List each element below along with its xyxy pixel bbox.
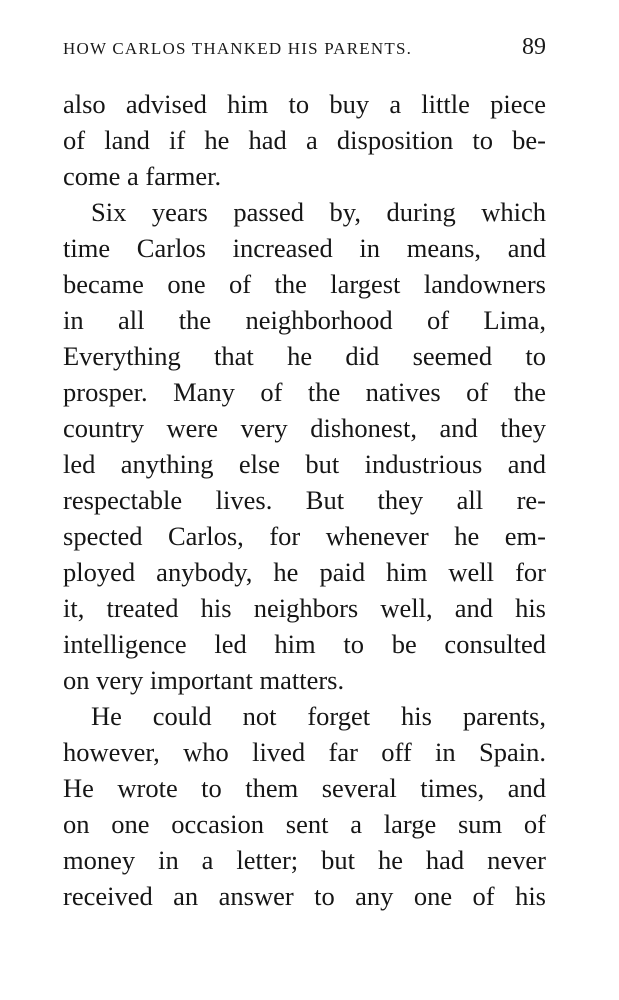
text-line: He wrote to them several times, and <box>63 773 546 803</box>
text-line: come a farmer. <box>63 161 222 191</box>
body-text <box>63 86 546 914</box>
text-line: on very important matters. <box>63 665 345 695</box>
text-line: intelligence led him to be consulted <box>63 629 546 659</box>
text-line: of land if he had a disposition to be- <box>63 125 546 155</box>
page-number: 89 <box>522 34 546 60</box>
running-title: HOW CARLOS THANKED HIS PARENTS. <box>63 39 413 58</box>
text-line: on one occasion sent a large sum of <box>63 809 546 839</box>
text-line: led anything else but industrious and <box>63 449 546 479</box>
text-line: prosper. Many of the natives of the <box>63 377 546 407</box>
running-head <box>63 34 546 68</box>
text-line: in all the neighborhood of Lima, <box>63 305 546 335</box>
text-line: however, who lived far off in Spain. <box>63 737 546 767</box>
text-line: Everything that he did seemed to <box>63 341 546 371</box>
text-line: spected Carlos, for whenever he em- <box>63 521 546 551</box>
text-line: became one of the largest landowners <box>63 269 546 299</box>
text-line: money in a letter; but he had never <box>63 845 546 875</box>
text-line: Six years passed by, during which <box>91 197 546 227</box>
text-line: also advised him to buy a little piece <box>63 89 546 119</box>
text-line: received an answer to any one of his <box>63 881 546 911</box>
text-line: country were very dishonest, and they <box>63 413 546 443</box>
text-line: it, treated his neighbors well, and his <box>63 593 546 623</box>
text-line: respectable lives. But they all re- <box>63 485 546 515</box>
paragraph-3 <box>63 698 546 914</box>
text-line: ployed anybody, he paid him well for <box>63 557 546 587</box>
paragraph-2 <box>63 194 546 698</box>
paragraph-1 <box>63 86 546 194</box>
text-line: He could not forget his parents, <box>91 701 546 731</box>
text-line: time Carlos increased in means, and <box>63 233 546 263</box>
